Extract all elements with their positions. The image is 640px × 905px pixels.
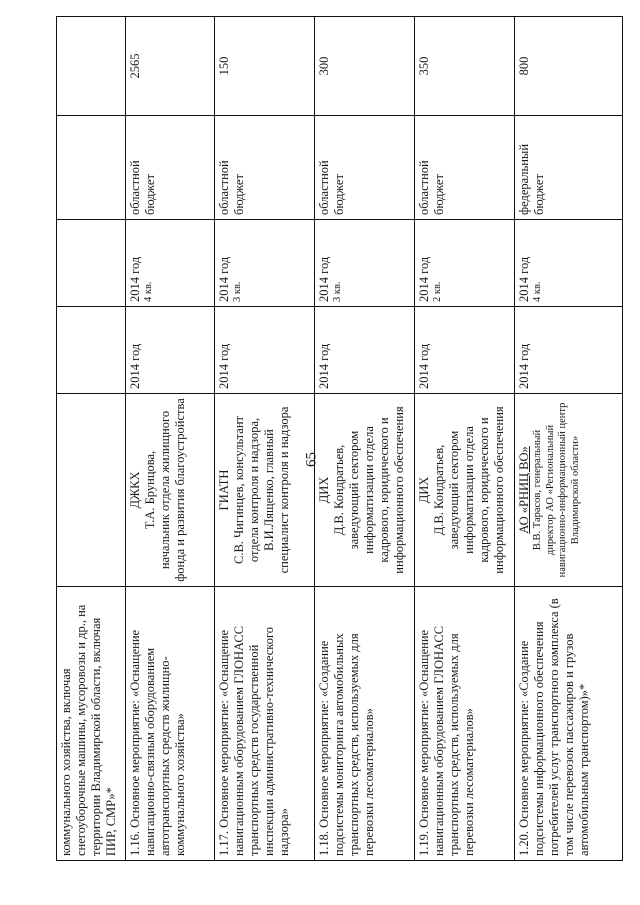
end-quarter: 3 кв. xyxy=(232,281,243,302)
executor-post: заведующий сектором информатизации отдела кадрового, юридического и информационного обеспечения xyxy=(347,406,406,574)
end-term-cell xyxy=(215,220,315,307)
end-term-cell xyxy=(415,220,515,307)
program-activities-table xyxy=(56,16,623,861)
rotated-table-wrap xyxy=(56,53,592,861)
activity-name-cell: 1.20. Основное мероприятие: «Создание подсистемы информационного обеспечения потребителей услуг транспортного комплекса (в том числе перевозок пассажиров и грузов автомобильным транспортом)»* xyxy=(515,587,623,861)
table-row xyxy=(315,17,415,861)
page-number: 65 xyxy=(303,452,320,467)
executor-post: специалист контроля и надзора xyxy=(277,406,291,574)
executor-cell xyxy=(315,394,415,587)
table-row xyxy=(215,17,315,861)
activity-name-cell: 1.17. Основное мероприятие: «Оснащение навигационным оборудованием ГЛОНАСС транспортных средств государственной инспекции административно-технического надзора» xyxy=(215,587,315,861)
activity-name-cell: 1.16. Основное мероприятие: «Оснащение навигационно-связным оборудованием автотранспортных средств жилищно-коммунального хозяйства» xyxy=(126,587,215,861)
executor-cell xyxy=(515,394,623,587)
end-term-cell xyxy=(126,220,215,307)
executor-person: В.В. Тарасов, генеральный xyxy=(532,429,543,551)
activity-name-cell: 1.18. Основное мероприятие: «Создание подсистемы мониторинга автомобильных транспортных средств, используемых для перевозки лесоматериалов» xyxy=(315,587,415,861)
table-row xyxy=(415,17,515,861)
executor-post: начальник отдела жилищного фонда и развития благоустройства xyxy=(158,398,187,582)
executor-cell xyxy=(215,394,315,587)
end-year: 2014 год xyxy=(517,256,531,302)
start-term-cell: 2014 год xyxy=(415,307,515,394)
amount-cell: 2565 xyxy=(126,17,215,116)
start-term-cell: 2014 год xyxy=(126,307,215,394)
funding-source-cell: областной бюджет xyxy=(415,116,515,220)
executor-person: Т.А. Брунцова, xyxy=(143,450,157,530)
executor-org: ДИХ xyxy=(317,476,331,504)
amount-cell: 150 xyxy=(215,17,315,116)
start-term-cell: 2014 год xyxy=(315,307,415,394)
activity-name-cell: 1.19. Основное мероприятие: «Оснащение навигационным оборудованием ГЛОНАСС транспортных средств, используемых для перевозки лесоматериалов» xyxy=(415,587,515,861)
amount-cell: 800 xyxy=(515,17,623,116)
start-term-cell xyxy=(57,307,126,394)
amount-cell: 300 xyxy=(315,17,415,116)
executor-person: С.В. Чигинцев, консультант отдела контроля и надзора, В.И.Лященко, главный xyxy=(232,416,276,564)
start-term-cell: 2014 год xyxy=(215,307,315,394)
end-term-cell xyxy=(515,220,623,307)
executor-cell xyxy=(126,394,215,587)
funding-source-cell: областной бюджет xyxy=(215,116,315,220)
funding-source-cell: областной бюджет xyxy=(126,116,215,220)
executor-org: АО «РНИЦ ВО» xyxy=(517,446,531,534)
start-term-cell: 2014 год xyxy=(515,307,623,394)
funding-source-cell: областной бюджет xyxy=(315,116,415,220)
end-year: 2014 год xyxy=(417,256,431,302)
executor-org: ДЖКХ xyxy=(128,471,142,509)
executor-person: Д.В. Кондратьев, xyxy=(432,444,446,536)
executor-post: директор АО «Региональный навигационно-информационный центр Владимирской области» xyxy=(544,402,581,578)
funding-source-cell xyxy=(57,116,126,220)
table-row xyxy=(126,17,215,861)
end-quarter: 2 кв. xyxy=(432,281,443,302)
end-year: 2014 год xyxy=(217,256,231,302)
executor-cell xyxy=(57,394,126,587)
funding-source-cell: федеральный бюджет xyxy=(515,116,623,220)
executor-org: ДИХ xyxy=(417,476,431,504)
executor-person: Д.В. Кондратьев, xyxy=(332,444,346,536)
end-quarter: 4 кв. xyxy=(532,281,543,302)
end-year: 2014 год xyxy=(128,256,142,302)
executor-cell xyxy=(415,394,515,587)
end-term-cell xyxy=(315,220,415,307)
end-term-cell xyxy=(57,220,126,307)
table-row xyxy=(515,17,623,861)
activity-name-cell: коммунального хозяйства, включая снегоуборочные машины, мусоровозы и др., на территории Владимирской области, включая ПИР, СМР»* xyxy=(57,587,126,861)
end-quarter: 4 кв. xyxy=(143,281,154,302)
executor-post: заведующий сектором информатизации отдела кадрового, юридического и информационного обеспечения xyxy=(447,406,506,574)
amount-cell: 350 xyxy=(415,17,515,116)
table-row xyxy=(57,17,126,861)
end-quarter: 3 кв. xyxy=(332,281,343,302)
amount-cell xyxy=(57,17,126,116)
end-year: 2014 год xyxy=(317,256,331,302)
executor-org: ГИАТН xyxy=(217,469,231,511)
